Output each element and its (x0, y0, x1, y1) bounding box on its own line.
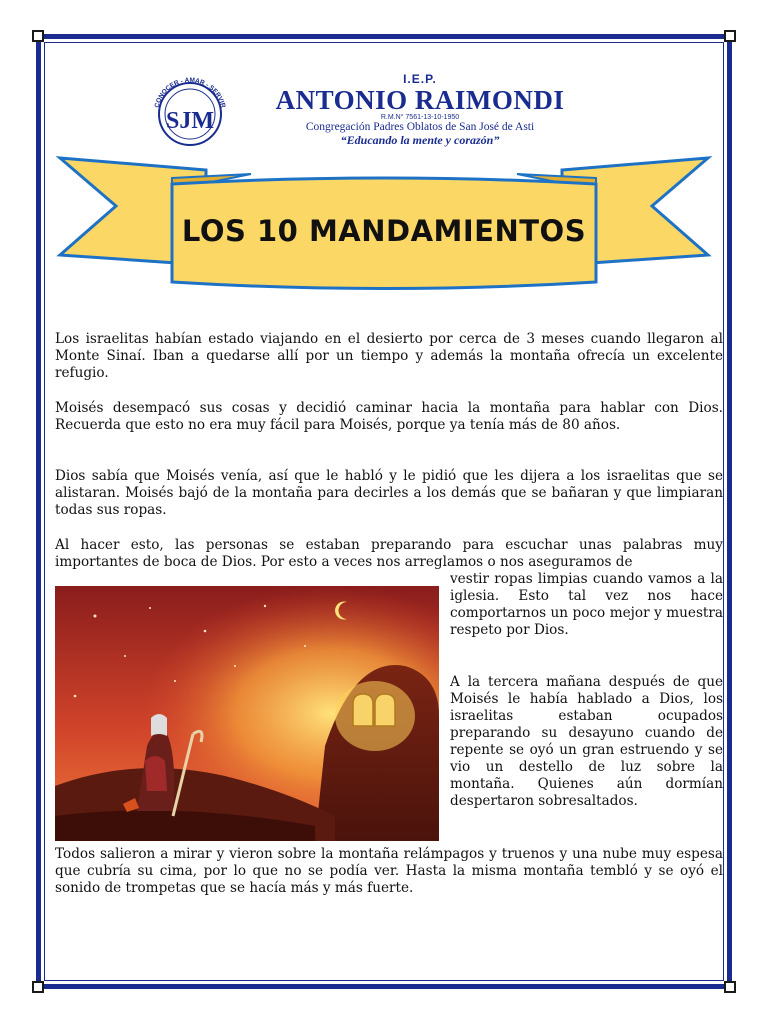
logo-initials: SJM (166, 108, 214, 134)
paragraph-5: A la tercera mañana después de que Moisés le había hablado a Dios, los israelitas estaban ocupados preparando su desayuno cuando de repente se oyó un gran estruendo y se vio un destello de luz sobre la montaña. Quienes aún dormían despertaron sobresaltados. (450, 674, 723, 809)
frame-corner-bottom-left (32, 981, 44, 993)
logo-ring-text: CONOCER - AMAR - SERVIR (153, 76, 227, 109)
frame-corner-top-right (724, 30, 736, 42)
school-motto: “Educando la mente y corazón” (340, 133, 500, 147)
iep-label: I.E.P. (403, 72, 437, 86)
paragraph-4: Al hacer esto, las personas se estaban preparando para escuchar unas palabras muy importantes de boca de Dios. Por esto a veces nos arreglamos o nos aseguramos de (55, 537, 723, 570)
school-header (250, 72, 590, 148)
frame-corner-top-left (32, 30, 44, 42)
moses-sinai-illustration (55, 586, 439, 841)
frame-corner-bottom-right (724, 981, 736, 993)
svg-text:CONOCER - AMAR - SERVIR (154, 77, 227, 109)
paragraph-2: Moisés desempacó sus cosas y decidió caminar hacia la montaña para hablar con Dios. Recuerda que esto no era muy fácil para Moisés, porque ya tenía más de 80 años. (55, 400, 723, 433)
resolution-number: R.M.N° 7561-13-10-1950 (380, 114, 460, 121)
page-title: LOS 10 MANDAMIENTOS (181, 214, 587, 248)
paragraph-6: Todos salieron a mirar y vieron sobre la montaña relámpagos y truenos y una nube muy espesa que cubría su cima, por lo que no se podía ver. Hasta la misma montaña tembló y se oyó el sonido de trompetas que se hacía más y más fuerte. (55, 846, 723, 896)
school-logo (150, 74, 230, 150)
paragraph-3: Dios sabía que Moisés venía, así que le habló y le pidió que les dijera a los israelitas que se alistaran. Moisés bajó de la montaña para decirles a los demás que se bañaran y que limpiaran todas sus ropas. (55, 468, 723, 518)
paragraph-4-continued: vestir ropas limpias cuando vamos a la iglesia. Esto tal vez nos hace comportarnos un poco mejor y muestra respeto por Dios. (450, 571, 723, 638)
school-name: ANTONIO RAIMONDI (275, 85, 565, 115)
congregation-text: Congregación Padres Oblatos de San José de Asti (305, 121, 535, 133)
paragraph-1: Los israelitas habían estado viajando en el desierto por cerca de 3 meses cuando llegaron al Monte Sinaí. Iban a quedarse allí por un tiempo y además la montaña ofrecía un excelente refugio. (55, 331, 723, 381)
